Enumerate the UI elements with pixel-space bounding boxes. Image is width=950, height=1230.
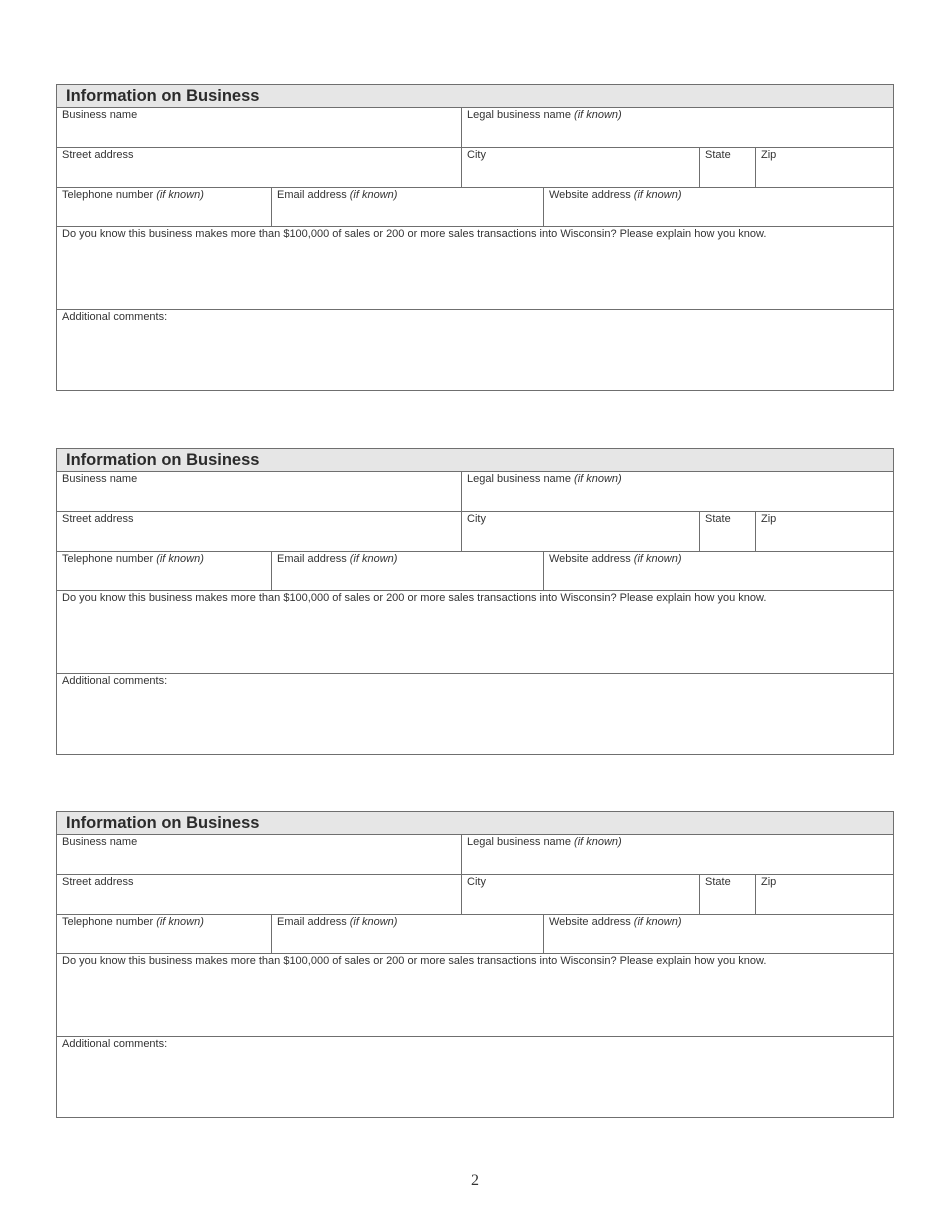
state-label: State bbox=[705, 149, 731, 161]
state-field[interactable] bbox=[700, 512, 756, 551]
zip-field[interactable] bbox=[756, 148, 893, 187]
website-label: Website address (if known) bbox=[549, 916, 682, 928]
business-info-section-3 bbox=[56, 811, 894, 1118]
street-address-field[interactable] bbox=[57, 512, 462, 551]
question-row bbox=[57, 954, 893, 1037]
if-known-note: (if known) bbox=[574, 836, 622, 848]
name-row bbox=[57, 108, 893, 148]
sales-question-label: Do you know this business makes more than $100,000 of sales or 200 or more sales transactions into Wisconsin? Please explain how you know. bbox=[62, 228, 767, 240]
if-known-note: (if known) bbox=[574, 109, 622, 121]
address-row bbox=[57, 512, 893, 552]
if-known-note: (if known) bbox=[349, 189, 398, 201]
street-address-label: Street address bbox=[62, 513, 134, 525]
if-known-note: (if known) bbox=[156, 553, 204, 565]
contact-row bbox=[57, 552, 893, 591]
contact-row bbox=[57, 188, 893, 227]
additional-comments-field[interactable] bbox=[57, 1037, 893, 1118]
email-field[interactable] bbox=[272, 915, 544, 953]
city-label: City bbox=[467, 149, 486, 161]
legal-business-name-field[interactable] bbox=[462, 835, 893, 874]
contact-row bbox=[57, 915, 893, 954]
email-field[interactable] bbox=[272, 188, 544, 226]
telephone-field[interactable] bbox=[57, 188, 272, 226]
city-field[interactable] bbox=[462, 512, 700, 551]
city-label: City bbox=[467, 513, 486, 525]
name-row bbox=[57, 472, 893, 512]
website-field[interactable] bbox=[544, 552, 893, 590]
business-name-label: Business name bbox=[62, 836, 138, 848]
sales-question-label: Do you know this business makes more than $100,000 of sales or 200 or more sales transactions into Wisconsin? Please explain how you know. bbox=[62, 955, 767, 967]
zip-field[interactable] bbox=[756, 875, 893, 914]
legal-business-name-label: Legal business name (if known) bbox=[467, 836, 622, 848]
additional-comments-field[interactable] bbox=[57, 310, 893, 391]
page-number: 2 bbox=[471, 1172, 479, 1189]
telephone-label: Telephone number (if known) bbox=[62, 189, 204, 201]
if-known-note: (if known) bbox=[633, 916, 682, 928]
section-title: Information on Business bbox=[57, 812, 893, 835]
if-known-note: (if known) bbox=[349, 916, 398, 928]
comments-row bbox=[57, 1037, 893, 1118]
business-info-section-2 bbox=[56, 448, 894, 755]
telephone-field[interactable] bbox=[57, 552, 272, 590]
business-name-field[interactable] bbox=[57, 835, 462, 874]
email-label: Email address (if known) bbox=[277, 553, 398, 565]
telephone-label: Telephone number (if known) bbox=[62, 553, 204, 565]
comments-row bbox=[57, 310, 893, 391]
sales-question-field[interactable] bbox=[57, 591, 893, 673]
if-known-note: (if known) bbox=[156, 916, 204, 928]
address-row bbox=[57, 875, 893, 915]
sales-question-label: Do you know this business makes more than $100,000 of sales or 200 or more sales transactions into Wisconsin? Please explain how you know. bbox=[62, 592, 767, 604]
city-field[interactable] bbox=[462, 148, 700, 187]
telephone-label: Telephone number (if known) bbox=[62, 916, 204, 928]
address-row bbox=[57, 148, 893, 188]
street-address-label: Street address bbox=[62, 876, 134, 888]
telephone-field[interactable] bbox=[57, 915, 272, 953]
legal-business-name-field[interactable] bbox=[462, 472, 893, 511]
street-address-label: Street address bbox=[62, 149, 134, 161]
legal-business-name-field[interactable] bbox=[462, 108, 893, 147]
zip-label: Zip bbox=[761, 513, 777, 525]
section-title: Information on Business bbox=[57, 449, 893, 472]
website-label: Website address (if known) bbox=[549, 553, 682, 565]
question-row bbox=[57, 591, 893, 674]
zip-label: Zip bbox=[761, 876, 777, 888]
if-known-note: (if known) bbox=[633, 189, 682, 201]
if-known-note: (if known) bbox=[633, 553, 682, 565]
zip-field[interactable] bbox=[756, 512, 893, 551]
name-row bbox=[57, 835, 893, 875]
additional-comments-label: Additional comments: bbox=[62, 311, 168, 323]
additional-comments-field[interactable] bbox=[57, 674, 893, 755]
business-name-label: Business name bbox=[62, 473, 138, 485]
website-field[interactable] bbox=[544, 915, 893, 953]
street-address-field[interactable] bbox=[57, 875, 462, 914]
state-field[interactable] bbox=[700, 148, 756, 187]
legal-business-name-label: Legal business name (if known) bbox=[467, 109, 622, 121]
zip-label: Zip bbox=[761, 149, 777, 161]
comments-row bbox=[57, 674, 893, 755]
if-known-note: (if known) bbox=[574, 473, 622, 485]
email-label: Email address (if known) bbox=[277, 916, 398, 928]
business-name-field[interactable] bbox=[57, 108, 462, 147]
website-field[interactable] bbox=[544, 188, 893, 226]
street-address-field[interactable] bbox=[57, 148, 462, 187]
if-known-note: (if known) bbox=[156, 189, 204, 201]
additional-comments-label: Additional comments: bbox=[62, 1038, 168, 1050]
state-label: State bbox=[705, 876, 731, 888]
question-row bbox=[57, 227, 893, 310]
website-label: Website address (if known) bbox=[549, 189, 682, 201]
state-field[interactable] bbox=[700, 875, 756, 914]
legal-business-name-label: Legal business name (if known) bbox=[467, 473, 622, 485]
email-label: Email address (if known) bbox=[277, 189, 398, 201]
state-label: State bbox=[705, 513, 731, 525]
city-label: City bbox=[467, 876, 486, 888]
sales-question-field[interactable] bbox=[57, 954, 893, 1036]
if-known-note: (if known) bbox=[349, 553, 398, 565]
email-field[interactable] bbox=[272, 552, 544, 590]
sales-question-field[interactable] bbox=[57, 227, 893, 309]
section-title: Information on Business bbox=[57, 85, 893, 108]
business-info-section-1 bbox=[56, 84, 894, 391]
city-field[interactable] bbox=[462, 875, 700, 914]
business-name-label: Business name bbox=[62, 109, 138, 121]
business-name-field[interactable] bbox=[57, 472, 462, 511]
additional-comments-label: Additional comments: bbox=[62, 675, 168, 687]
